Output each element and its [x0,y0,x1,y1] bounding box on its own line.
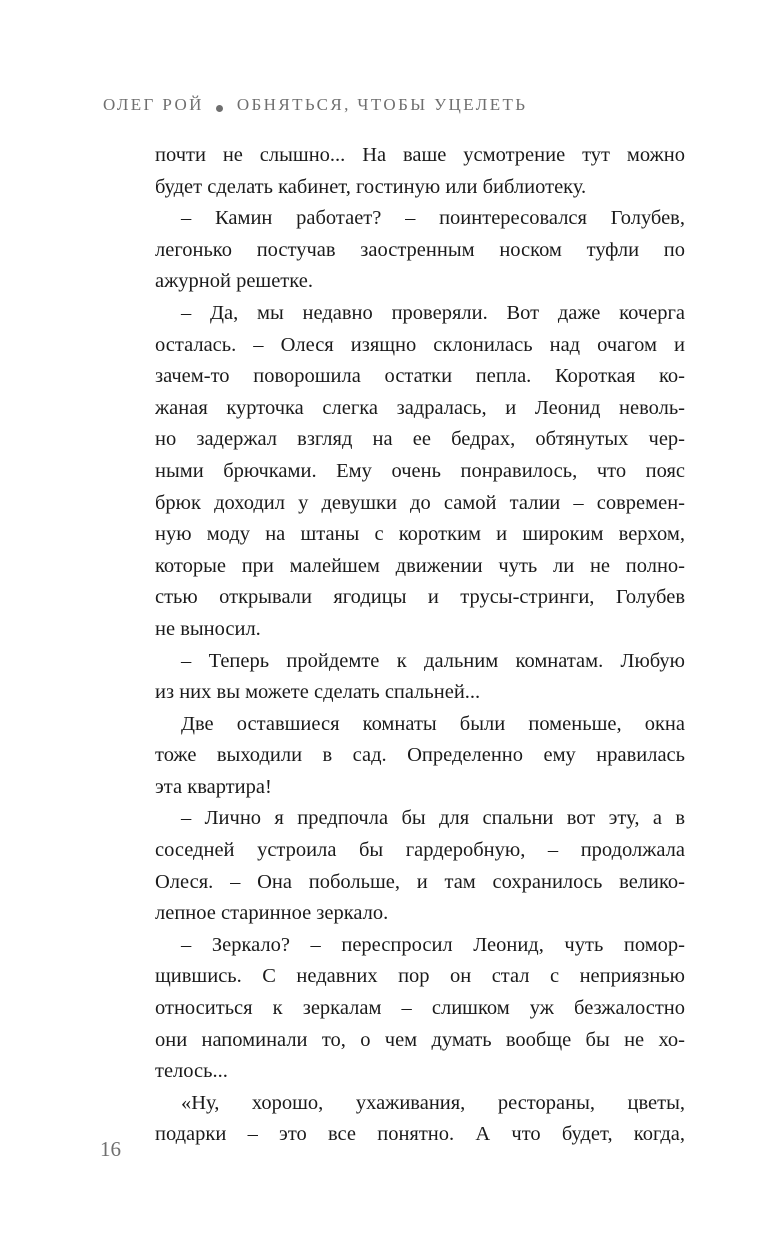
text-line: Олеся. – Она побольше, и там сохранилось велико- [155,870,685,893]
text-line: «Ну, хорошо, ухаживания, рестораны, цветы, [181,1091,685,1114]
text-line: которые при малейшем движении чуть ли не полно- [155,554,685,577]
text-line: Две оставшиеся комнаты были поменьше, окна [181,712,685,735]
header-author: ОЛЕГ РОЙ [103,95,204,114]
text-line: эта квартира! [155,775,272,798]
text-line: будет сделать кабинет, гостиную или библиотеку. [155,175,587,198]
text-line: но задержал взгляд на ее бедрах, обтянутых чер- [155,428,685,451]
text-line: зачем-то поворошила остатки пепла. Короткая ко- [155,365,685,388]
running-head [103,92,663,118]
header-separator-dot [216,105,223,112]
text-line: ажурной решетке. [155,270,313,293]
text-line: – Камин работает? – поинтересовался Голубев, [181,207,685,230]
text-line: не выносил. [155,617,261,640]
text-line: лепное старинное зеркало. [155,902,389,925]
text-line: из них вы можете сделать спальней... [155,681,481,704]
text-line: ными брючками. Ему очень понравилось, что пояс [155,459,685,482]
text-line: подарки – это все понятно. А что будет, когда, [155,1123,685,1146]
text-line: соседней устроила бы гардеробную, – продолжала [155,839,685,862]
text-line: относиться к зеркалам – слишком уж безжалостно [155,997,685,1020]
text-line: щившись. С недавних пор он стал с неприязнью [155,965,685,988]
text-line: почти не слышно... На ваше усмотрение тут можно [155,144,685,166]
header-book-title: ОБНЯТЬСЯ, ЧТОБЫ УЦЕЛЕТЬ [236,95,528,114]
text-line: – Лично я предпочла бы для спальни вот эту, а в [181,807,685,830]
page-number: 16 [100,1137,121,1161]
text-line: брюк доходил у девушки до самой талии – современ- [155,491,685,514]
text-line: тоже выходили в сад. Определенно ему нравилась [155,744,685,767]
text-line: – Зеркало? – переспросил Леонид, чуть помор- [181,933,685,956]
body-text [155,140,685,1151]
text-line: осталась. – Олеся изящно склонилась над очагом и [155,333,685,356]
text-line: – Теперь пройдемте к дальним комнатам. Любую [181,649,685,672]
text-line: стью открывали ягодицы и трусы-стринги, Голубев [155,586,685,609]
text-line: легонько постучав заостренным носком туфли по [155,238,685,261]
text-line: жаная курточка слегка задралась, и Леонид неволь- [155,396,685,419]
text-line: – Да, мы недавно проверяли. Вот даже кочерга [181,301,685,324]
text-line: ную моду на штаны с коротким и широким верхом, [155,523,685,546]
text-line: телось... [155,1060,228,1083]
text-line: они напоминали то, о чем думать вообще бы не хо- [155,1028,685,1051]
